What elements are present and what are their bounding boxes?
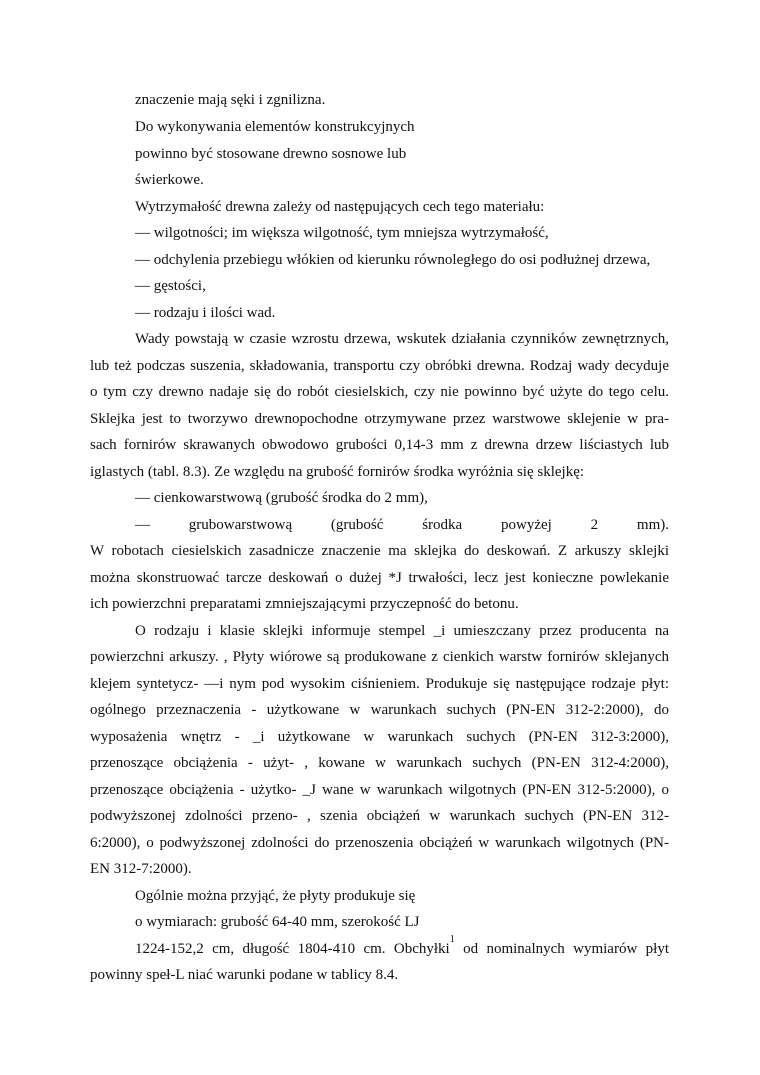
text-line: iglastych (tabl. 8.3). Ze względu na grubość fornirów środka wyróżnia się sklejkę:: [90, 464, 585, 480]
text-line: świerkowe.: [135, 172, 204, 188]
list-item: — cienkowarstwową (grubość środka do 2 mm),: [135, 490, 428, 506]
text-line: EN 312-7:2000).: [90, 861, 192, 877]
text-line: ogólnego przeznaczenia - użytkowane w warunkach suchych (PN-EN 312-2:2000), do: [90, 702, 669, 718]
text-line: 6:2000), o podwyższonej zdolności do przenoszenia obciążeń w warunkach wilgotnych (PN-: [90, 835, 669, 851]
text-line: sach fornirów skrawanych obwodowo grubości 0,14-3 mm z drewna drzew liściastych lub: [90, 437, 669, 453]
text-line: powinno być stosowane drewno sosnowe lub: [135, 146, 407, 162]
text-line: Ogólnie można przyjąć, że płyty produkuje się: [135, 888, 416, 904]
text-line: powierzchni arkuszy. , Płyty wiórowe są produkowane z cienkich warstw fornirów sklejanych: [90, 649, 669, 665]
text-line: Wytrzymałość drewna zależy od następujących cech tego materiału:: [135, 199, 545, 215]
text-line: o wymiarach: grubość 64-40 mm, szerokość LJ: [135, 914, 420, 930]
text-segment: od nominalnych wymiarów płyt: [463, 941, 669, 957]
text-line: lub też podczas suszenia, składowania, transportu czy obróbki drewna. Rodzaj wady decyduje: [90, 358, 669, 374]
text-line: przenoszące obciążenia - użyt- , kowane w warunkach suchych (PN-EN 312-4:2000),: [90, 755, 669, 771]
text-line: Sklejka jest to tworzywo drewnopochodne otrzymywane przez warstwowe sklejenie w pra-: [90, 411, 669, 427]
list-item: — wilgotności; im większa wilgotność, tym mniejsza wytrzymałość,: [135, 225, 549, 241]
text-line: Wady powstają w czasie wzrostu drzewa, wskutek działania czynników zewnętrznych,: [135, 331, 669, 347]
list-item: — rodzaju i ilości wad.: [135, 305, 276, 321]
footnote-marker: 1: [449, 934, 455, 945]
text-line: Do wykonywania elementów konstrukcyjnych: [135, 119, 415, 135]
text-line: ich powierzchni preparatami zmniejszającymi przyczepność do betonu.: [90, 596, 519, 612]
text-line: znaczenie mają sęki i zgnilizna.: [135, 92, 326, 108]
text-line: można skonstruować tarcze deskowań o dużej *J trwałości, lecz jest konieczne powlekanie: [90, 570, 669, 586]
text-segment: 1224-152,2 cm, długość 1804-410 cm. Obchyłki: [135, 941, 450, 957]
text-line: przenoszące obciążenia - użytko- _J wane w warunkach wilgotnych (PN-EN 312-5:2000), o: [90, 782, 669, 798]
text-line: o tym czy drewno nadaje się do robót ciesielskich, czy nie powinno być użyte do tego celu.: [90, 384, 669, 400]
list-item: — odchylenia przebiegu włókien od kierunku równoległego do osi podłużnej drzewa,: [135, 252, 651, 268]
text-line: [135, 934, 669, 958]
list-item: — gęstości,: [135, 278, 206, 294]
text-line: powinny speł-L niać warunki podane w tablicy 8.4.: [90, 967, 399, 983]
list-item: — grubowarstwową (grubość środka powyżej 2 mm).: [135, 517, 669, 533]
text-line: podwyższonej zdolności przeno- , szenia obciążeń w warunkach suchych (PN-EN 312-: [90, 808, 669, 824]
text-line: W robotach ciesielskich zasadnicze znaczenie ma sklejka do deskowań. Z arkuszy sklejki: [90, 543, 669, 559]
text-line: O rodzaju i klasie sklejki informuje stempel _i umieszczany przez producenta na: [135, 623, 669, 639]
text-line: klejem syntetycz- —i nym pod wysokim ciśnieniem. Produkuje się następujące rodzaje płyt:: [90, 676, 669, 692]
text-line: wyposażenia wnętrz - _i użytkowane w warunkach suchych (PN-EN 312-3:2000),: [90, 729, 669, 745]
